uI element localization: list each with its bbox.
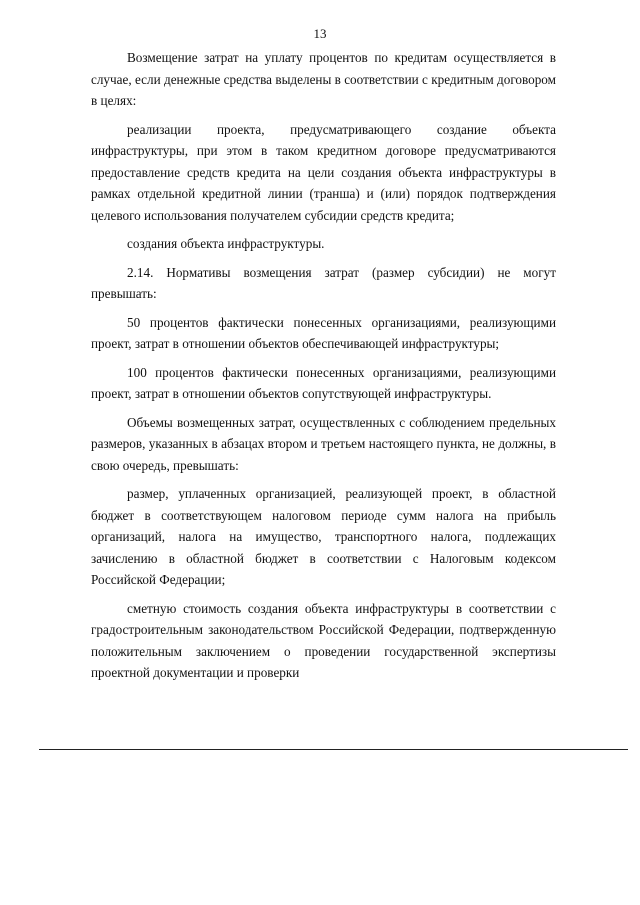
paragraph-50-percent: 50 процентов фактически понесенных организациями, реализующими проект, затрат в отношении объектов обеспечивающей инфраструктуры;	[91, 314, 556, 351]
paragraph-volume-limits: Объемы возмещенных затрат, осуществленных с соблюдением предельных размеров, указанных в абзацах втором и третьем настоящего пункта, не должны, в свою очередь, превышать:	[91, 414, 556, 473]
footer-divider	[39, 749, 628, 750]
paragraph-section-2-14: 2.14. Нормативы возмещения затрат (размер субсидии) не могут превышать:	[91, 264, 556, 301]
document-body	[91, 47, 556, 691]
page-number: 13	[313, 26, 327, 41]
paragraph-estimated-cost: сметную стоимость создания объекта инфраструктуры в соответствии с градостроительным законодательством Российской Федерации, подтвержденную положительным заключением о проведении государственной экспертизы проектной документации и проверки	[91, 600, 556, 680]
paragraph-infrastructure-creation: создания объекта инфраструктуры.	[127, 236, 325, 251]
paragraph-credit-reimbursement-intro: Возмещение затрат на уплату процентов по кредитам осуществляется в случае, если денежные средства выделены в соответствии с кредитным договором в целях:	[91, 50, 556, 108]
paragraph-100-percent: 100 процентов фактически понесенных организациями, реализующими проект, затрат в отношении объектов сопутствующей инфраструктуры.	[91, 364, 556, 401]
paragraph-tax-amount: размер, уплаченных организацией, реализующей проект, в областной бюджет в соответствующем налоговом периоде сумм налога на прибыль организаций, налога на имущество, транспортного налога, подлежащих зачислению в областной бюджет в соответствии с Налоговым кодексом Российской Федерации;	[91, 486, 556, 587]
paragraph-project-implementation: реализации проекта, предусматривающего создание объекта инфраструктуры, при этом в таком кредитном договоре предусматриваются предоставление средств кредита на цели создания объекта инфраструктуры в рамках отдельной кредитной линии (транша) и (или) порядок подтверждения целевого использования получателем субсидии средств кредита;	[91, 121, 556, 223]
